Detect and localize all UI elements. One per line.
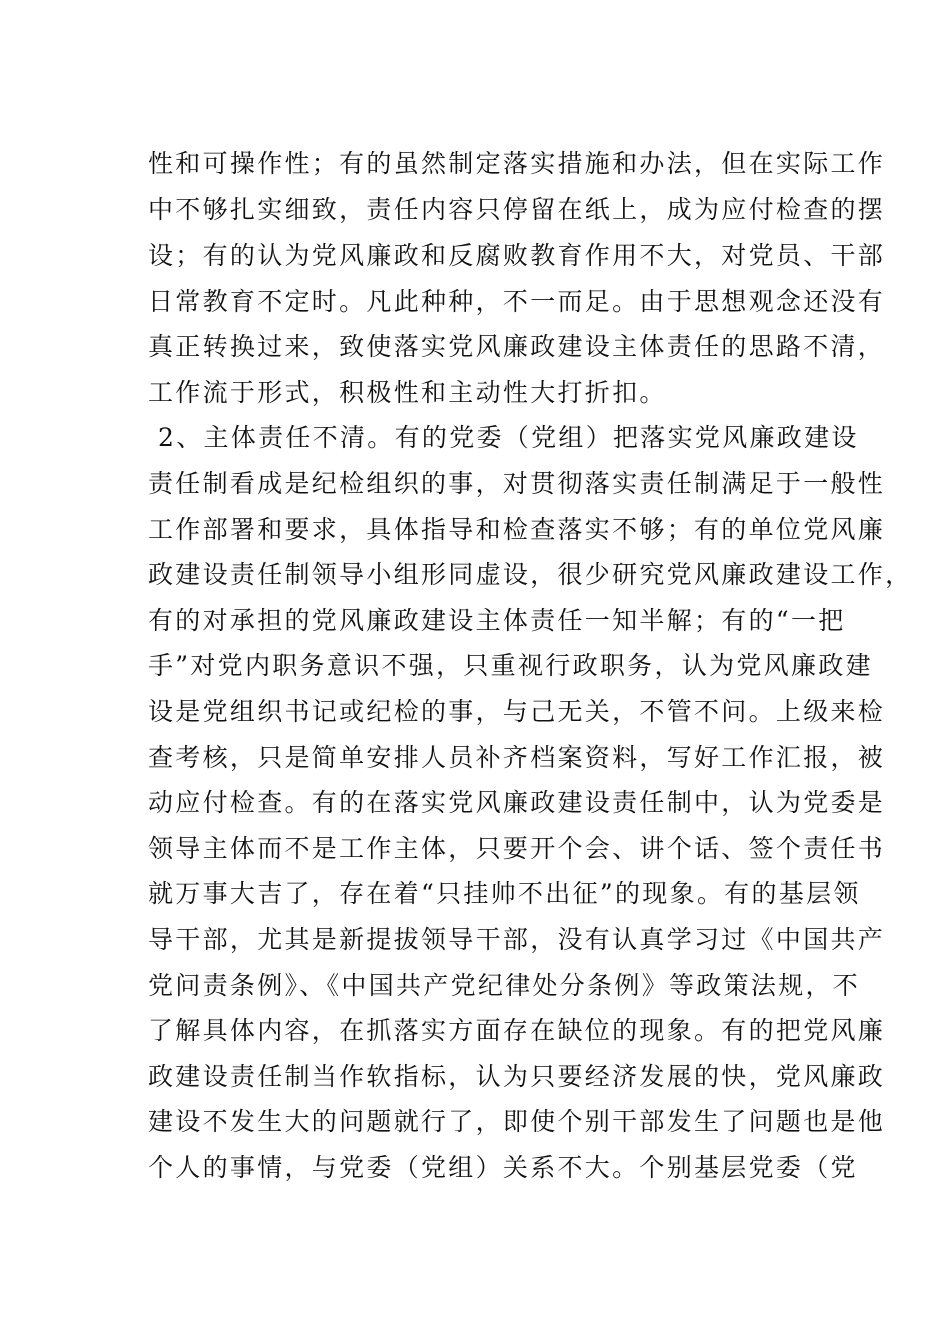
text-line: 政建设责任制当作软指标，认为只要经济发展的快，党风廉政: [148, 1062, 886, 1091]
text-line: 政建设责任制领导小组形同虚设，很少研究党风廉政建设工作，: [148, 560, 913, 589]
text-line: 动应付检查。有的在落实党风廉政建设责任制中，认为党委是: [148, 788, 886, 817]
text-line: 真正转换过来，致使落实党风廉政建设主体责任的思路不清，: [148, 332, 886, 361]
text-line: 责任制看成是纪检组织的事，对贯彻落实责任制满足于一般性: [148, 469, 886, 498]
text-line: 手”对党内职务意识不强，只重视行政职务，认为党风廉政建: [148, 651, 873, 680]
text-line: 党问责条例》、《中国共产党纪律处分条例》等政策法规，不: [148, 971, 861, 1000]
text-line: 领导主体而不是工作主体，只要开个会、讲个话、签个责任书: [148, 834, 886, 863]
text-line: 查考核，只是简单安排人员补齐档案资料，写好工作汇报，被: [148, 743, 886, 772]
text-line: 设是党组织书记或纪检的事，与己无关，不管不问。上级来检: [148, 697, 886, 726]
text-line: 工作流于形式，积极性和主动性大打折扣。: [148, 378, 667, 407]
text-line: 日常教育不定时。凡此种种，不一而足。由于思想观念还没有: [148, 287, 886, 316]
text-line: 性和可操作性；有的虽然制定落实措施和办法，但在实际工作: [148, 149, 886, 178]
text-line: 了解具体内容，在抓落实方面存在缺位的现象。有的把党风廉: [148, 1016, 886, 1045]
text-line: 工作部署和要求，具体指导和检查落实不够；有的单位党风廉: [148, 515, 886, 544]
text-line: 个人的事情，与党委（党组）关系不大。个别基层党委（党: [148, 1153, 858, 1182]
text-line: 导干部，尤其是新提拔领导干部，没有认真学习过《中国共产: [148, 925, 886, 954]
text-line: 建设不发生大的问题就行了，即使个别干部发生了问题也是他: [148, 1107, 886, 1136]
text-line: 有的对承担的党风廉政建设主体责任一知半解；有的“一把: [148, 606, 846, 635]
text-line: 设；有的认为党风廉政和反腐败教育作用不大，对党员、干部: [148, 241, 886, 270]
text-line: 就万事大吉了，存在着“只挂帅不出征”的现象。有的基层领: [148, 879, 861, 908]
text-line: 中不够扎实细致，责任内容只停留在纸上，成为应付检查的摆: [148, 195, 886, 224]
paragraph-start-line: 2、主体责任不清。有的党委（党组）把落实党风廉政建设: [158, 423, 859, 452]
